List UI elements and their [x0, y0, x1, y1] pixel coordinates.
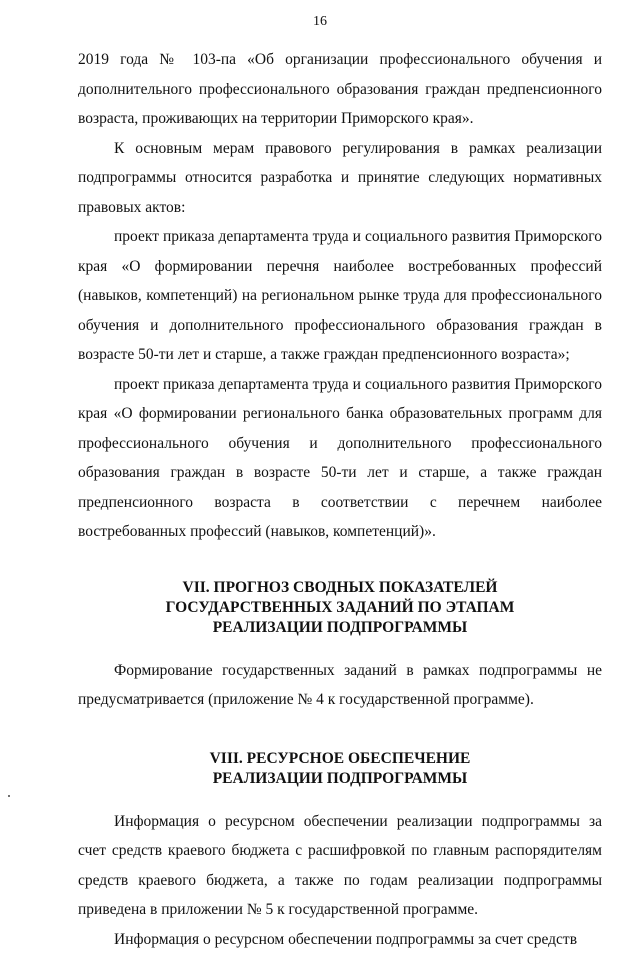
paragraph-continuation: 2019 года № 103-па «Об организации профессионального обучения и дополнительного профессионального образования граждан предпенсионного возраста, проживающих на территории Приморского края».: [78, 45, 602, 134]
paragraph-draft-order-professions: проект приказа департамента труда и социального развития Приморского края «О формировании перечня наиболее востребованных профессий (навыков, компетенций) на региональном рынке труда для профессионального обучения и дополнительного профессионального образования граждан в возрасте 50-ти лет и старше, а также граждан предпенсионного возраста»;: [78, 222, 602, 370]
paragraph-regulation-measures: К основным мерам правового регулирования в рамках реализации подпрограммы относится разработка и принятие следующих нормативных правовых актов:: [78, 134, 602, 223]
section-8-paragraph-resources: Информация о ресурсном обеспечении подпрограммы за счет средств: [78, 925, 602, 954]
section-7-heading: [78, 578, 602, 638]
section-7-heading-line: VII. ПРОГНОЗ СВОДНЫХ ПОКАЗАТЕЛЕЙ: [78, 578, 602, 598]
margin-dot: [8, 795, 10, 797]
section-7-paragraph: Формирование государственных заданий в рамках подпрограммы не предусматривается (приложение № 4 к государственной программе).: [78, 656, 602, 715]
section-7-heading-line: ГОСУДАРСТВЕННЫХ ЗАДАНИЙ ПО ЭТАПАМ: [78, 598, 602, 618]
section-8-heading: [78, 749, 602, 789]
paragraph-draft-order-programs: проект приказа департамента труда и социального развития Приморского края «О формировании регионального банка образовательных программ для профессионального обучения и дополнительного профессионального образования граждан в возрасте 50-ти лет и старше, а также граждан предпенсионного возраста в соответствии с перечнем наиболее востребованных профессий (навыков, компетенций)».: [78, 370, 602, 547]
section-7-heading-line: РЕАЛИЗАЦИИ ПОДПРОГРАММЫ: [78, 618, 602, 638]
section-8-heading-line: VIII. РЕСУРСНОЕ ОБЕСПЕЧЕНИЕ: [78, 749, 602, 769]
section-8-paragraph-budget: Информация о ресурсном обеспечении реализации подпрограммы за счет средств краевого бюджета с расшифровкой по главным распорядителям средств краевого бюджета, а также по годам реализации подпрограммы приведена в приложении № 5 к государственной программе.: [78, 807, 602, 925]
section-8-heading-line: РЕАЛИЗАЦИИ ПОДПРОГРАММЫ: [78, 769, 602, 789]
page-number: 16: [0, 14, 640, 30]
page-body: [78, 45, 602, 954]
